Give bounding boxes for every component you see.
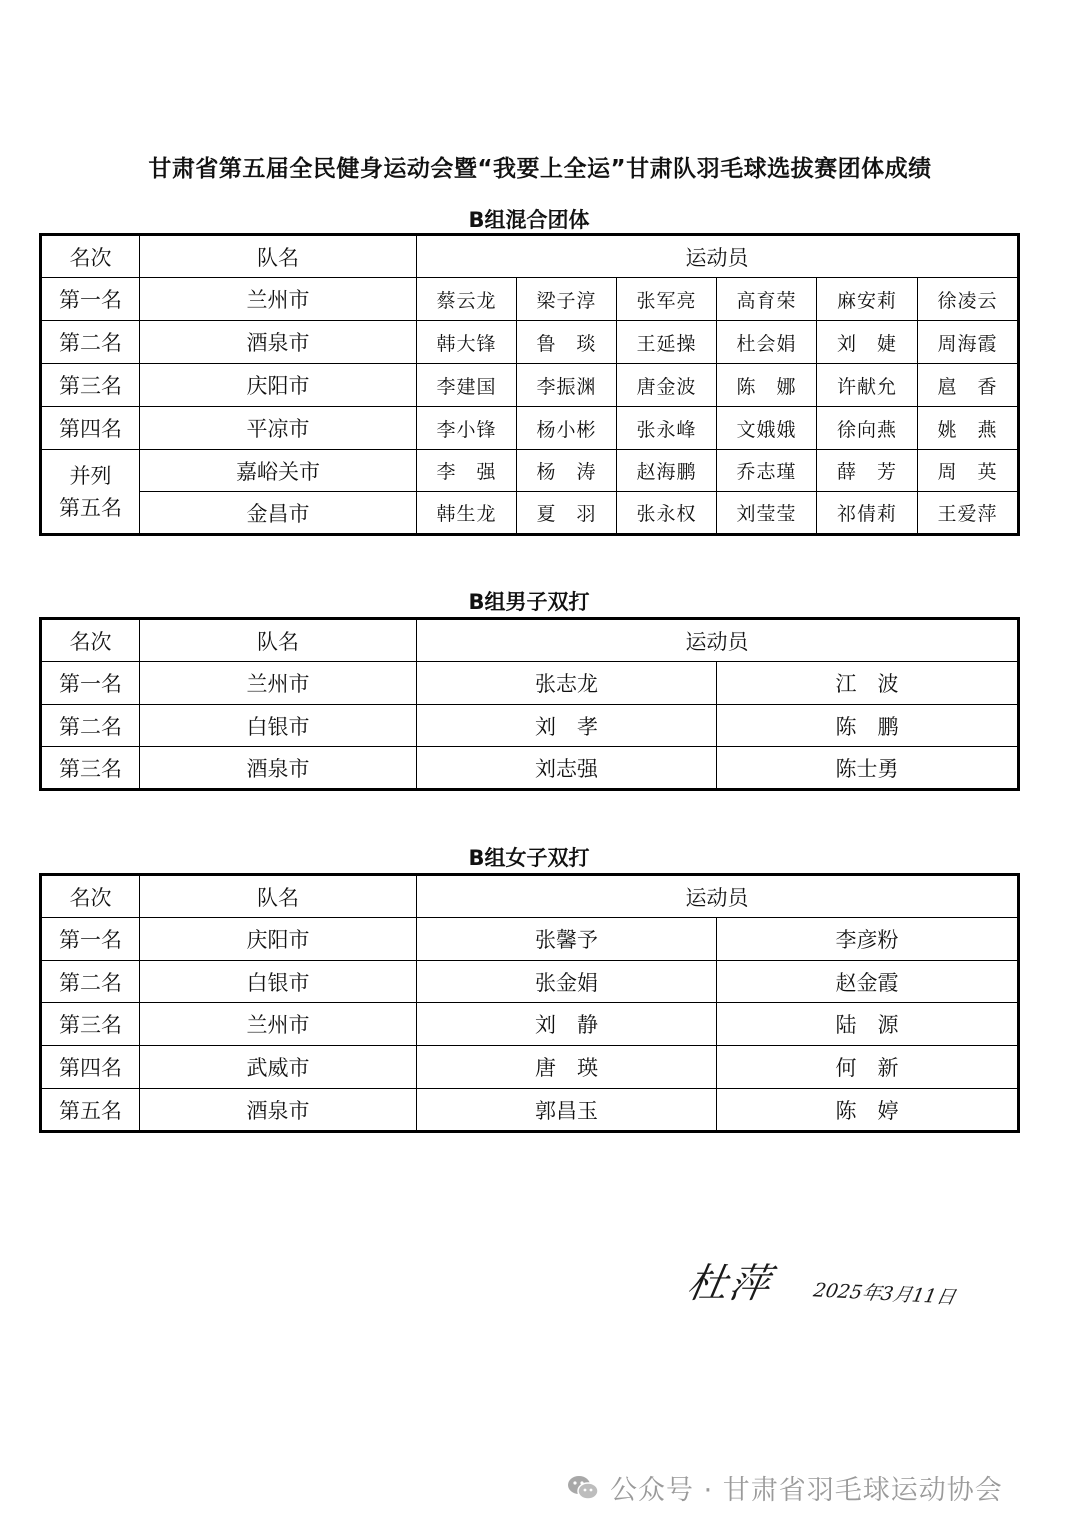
rank-header: 名次	[41, 619, 140, 662]
mixed-team-table	[39, 233, 1020, 536]
player-cell: 韩大锋	[417, 321, 517, 364]
player-cell: 周海霞	[918, 321, 1019, 364]
table-row	[41, 705, 1019, 747]
player-cell: 唐 瑛	[417, 1046, 717, 1089]
player-cell: 赵海鹏	[617, 450, 717, 492]
rank-cell: 第一名	[41, 918, 140, 961]
rank-cell: 第四名	[41, 1046, 140, 1089]
table-row	[41, 364, 1019, 407]
men-doubles-title: B组男子双打	[468, 590, 590, 614]
player-cell: 夏 羽	[517, 492, 617, 535]
table-row	[41, 747, 1019, 790]
player-cell: 张永权	[617, 492, 717, 535]
team-header: 队名	[140, 875, 417, 918]
player-cell: 陈 婷	[717, 1089, 1019, 1132]
player-cell: 鲁 琰	[517, 321, 617, 364]
player-cell: 张志龙	[417, 662, 717, 705]
team-cell: 武威市	[140, 1046, 417, 1089]
mixed-team-title: B组混合团体	[468, 208, 590, 232]
handwritten-date: 2025年3月11日	[811, 1279, 958, 1309]
table-row	[41, 492, 1019, 535]
player-cell: 杨小彬	[517, 407, 617, 450]
rank-cell: 第五名	[41, 1089, 140, 1132]
rank-cell: 第四名	[41, 407, 140, 450]
team-cell: 酒泉市	[140, 1089, 417, 1132]
table-row	[41, 450, 1019, 492]
player-cell: 梁子淳	[517, 278, 617, 321]
team-cell: 白银市	[140, 705, 417, 747]
player-cell: 王爱萍	[918, 492, 1019, 535]
player-cell: 徐向燕	[817, 407, 918, 450]
tied-rank-line2: 第五名	[59, 495, 122, 520]
table-row	[41, 1046, 1019, 1089]
team-cell: 嘉峪关市	[140, 450, 417, 492]
player-cell: 祁倩莉	[817, 492, 918, 535]
player-cell: 韩生龙	[417, 492, 517, 535]
player-cell: 刘 婕	[817, 321, 918, 364]
table-row	[41, 1003, 1019, 1046]
player-cell: 张馨予	[417, 918, 717, 961]
player-cell: 麻安莉	[817, 278, 918, 321]
player-cell: 陈 娜	[717, 364, 817, 407]
rank-cell: 第二名	[41, 961, 140, 1003]
team-cell: 平凉市	[140, 407, 417, 450]
team-cell: 兰州市	[140, 662, 417, 705]
players-header: 运动员	[417, 875, 1019, 918]
table-row	[41, 961, 1019, 1003]
team-cell: 兰州市	[140, 278, 417, 321]
wechat-icon	[566, 1471, 600, 1505]
player-cell: 陈 鹏	[717, 705, 1019, 747]
document-title: 甘肃省第五届全民健身运动会暨“我要上全运”甘肃队羽毛球选拔赛团体成绩	[148, 156, 932, 182]
player-cell: 周 英	[918, 450, 1019, 492]
player-cell: 刘志强	[417, 747, 717, 790]
player-cell: 唐金波	[617, 364, 717, 407]
wechat-watermark	[566, 1468, 1003, 1507]
team-header: 队名	[140, 235, 417, 278]
team-cell: 庆阳市	[140, 918, 417, 961]
team-cell: 庆阳市	[140, 364, 417, 407]
table-header-row	[41, 875, 1019, 918]
players-header: 运动员	[417, 619, 1019, 662]
player-cell: 杜会娟	[717, 321, 817, 364]
watermark-text: 公众号 · 甘肃省羽毛球运动协会	[610, 1475, 1003, 1506]
team-cell: 金昌市	[140, 492, 417, 535]
player-cell: 刘 静	[417, 1003, 717, 1046]
team-header: 队名	[140, 619, 417, 662]
tied-rank-line1: 并列	[69, 463, 112, 488]
player-cell: 刘莹莹	[717, 492, 817, 535]
player-cell: 张军亮	[617, 278, 717, 321]
rank-cell: 第三名	[41, 1003, 140, 1046]
table-header-row	[41, 235, 1019, 278]
table-row	[41, 1089, 1019, 1132]
player-cell: 文娥娥	[717, 407, 817, 450]
rank-header: 名次	[41, 875, 140, 918]
player-cell: 蔡云龙	[417, 278, 517, 321]
player-cell: 刘 孝	[417, 705, 717, 747]
team-cell: 酒泉市	[140, 321, 417, 364]
players-header: 运动员	[417, 235, 1019, 278]
rank-cell: 第三名	[41, 747, 140, 790]
player-cell: 乔志瑾	[717, 450, 817, 492]
player-cell: 李小锋	[417, 407, 517, 450]
rank-cell: 第三名	[41, 364, 140, 407]
player-cell: 杨 涛	[517, 450, 617, 492]
table-row	[41, 662, 1019, 705]
player-cell: 李 强	[417, 450, 517, 492]
player-cell: 扈 香	[918, 364, 1019, 407]
team-cell: 酒泉市	[140, 747, 417, 790]
table-row	[41, 918, 1019, 961]
table-row	[41, 321, 1019, 364]
player-cell: 许献允	[817, 364, 918, 407]
player-cell: 姚 燕	[918, 407, 1019, 450]
player-cell: 江 波	[717, 662, 1019, 705]
player-cell: 高育荣	[717, 278, 817, 321]
rank-cell: 第一名	[41, 278, 140, 321]
player-cell: 赵金霞	[717, 961, 1019, 1003]
player-cell: 李建国	[417, 364, 517, 407]
table-row	[41, 278, 1019, 321]
team-cell: 兰州市	[140, 1003, 417, 1046]
player-cell: 陈士勇	[717, 747, 1019, 790]
rank-cell: 第二名	[41, 321, 140, 364]
player-cell: 王延操	[617, 321, 717, 364]
team-cell: 白银市	[140, 961, 417, 1003]
table-header-row	[41, 619, 1019, 662]
player-cell: 李彦粉	[717, 918, 1019, 961]
player-cell: 陆 源	[717, 1003, 1019, 1046]
player-cell: 张永峰	[617, 407, 717, 450]
player-cell: 郭昌玉	[417, 1089, 717, 1132]
table-row	[41, 407, 1019, 450]
rank-header: 名次	[41, 235, 140, 278]
rank-cell: 第二名	[41, 705, 140, 747]
tied-rank-cell	[41, 450, 140, 535]
rank-cell: 第一名	[41, 662, 140, 705]
player-cell: 张金娟	[417, 961, 717, 1003]
player-cell: 薛 芳	[817, 450, 918, 492]
women-doubles-table	[39, 873, 1020, 1133]
player-cell: 李振渊	[517, 364, 617, 407]
player-cell: 徐凌云	[918, 278, 1019, 321]
women-doubles-title: B组女子双打	[468, 846, 590, 870]
men-doubles-table	[39, 617, 1020, 791]
handwritten-signature: 杜萍	[683, 1261, 776, 1307]
player-cell: 何 新	[717, 1046, 1019, 1089]
